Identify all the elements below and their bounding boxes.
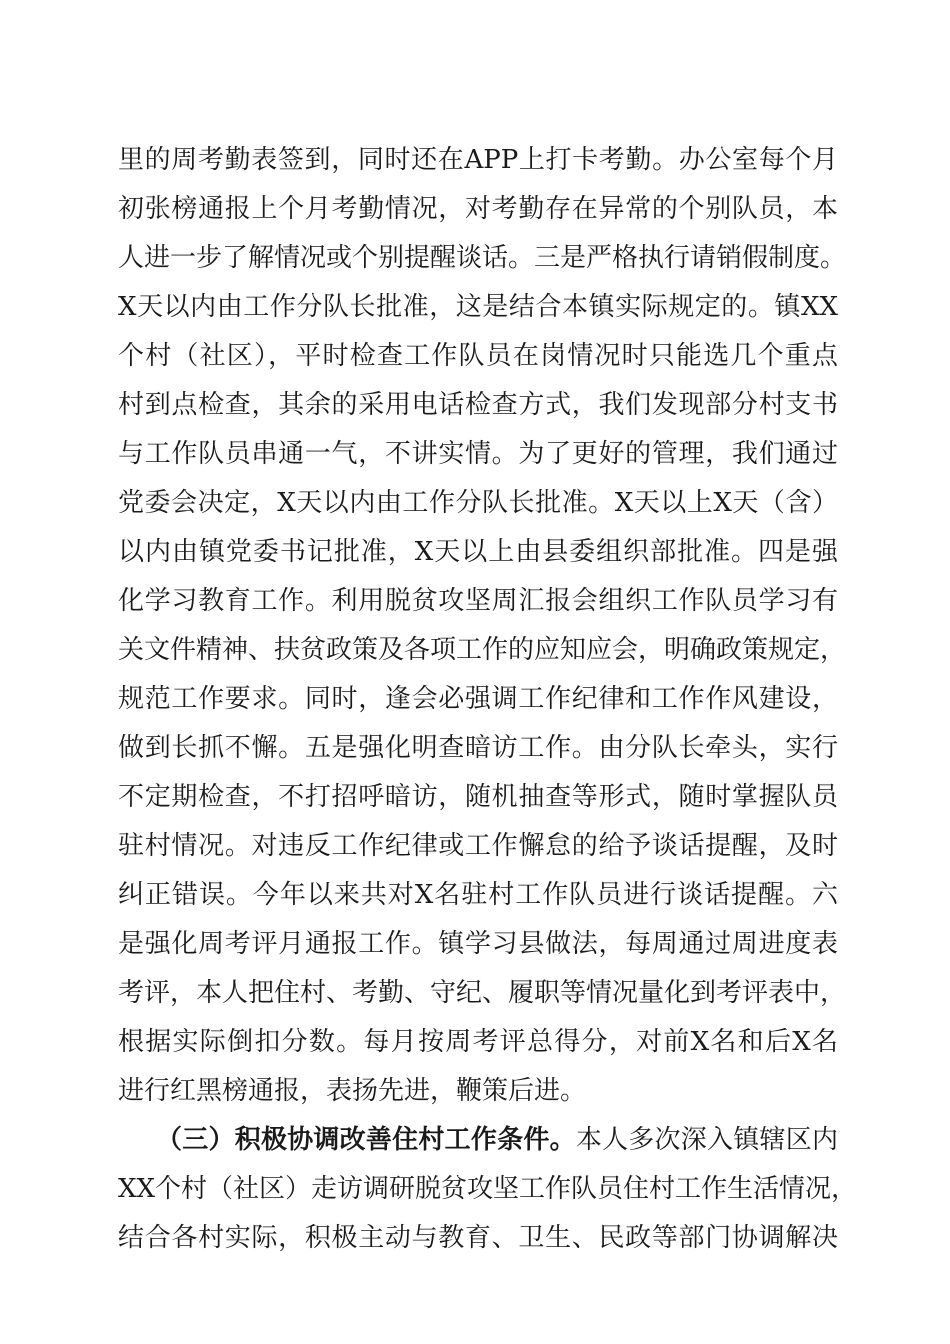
section-3-heading: （三）积极协调改善住村工作条件。: [156, 1125, 576, 1155]
text-line: 规范工作要求。同时，逢会必强调工作纪律和工作作风建设，: [118, 684, 838, 714]
text-line: 关文件精神、扶贫政策及各项工作的应知应会，明确政策规定，: [118, 635, 847, 665]
text-line: 里的周考勤表签到，同时还在APP上打卡考勤。办公室每个月: [118, 145, 838, 175]
section-3-first-line: [118, 1116, 838, 1165]
text-line: 化学习教育工作。利用脱贫攻坚周汇报会组织工作队员学习有: [118, 586, 838, 616]
section-3-first-text: 本人多次深入镇辖区内: [575, 1125, 838, 1155]
text-line: 考评，本人把住村、考勤、守纪、履职等情况量化到考评表中，: [118, 978, 847, 1008]
text-line: 做到长抓不懈。五是强化明查暗访工作。由分队长牵头，实行: [118, 733, 838, 763]
text-line: 进行红黑榜通报，表扬先进，鞭策后进。: [118, 1076, 587, 1106]
text-line: 根据实际倒扣分数。每月按周考评总得分，对前X名和后X名: [118, 1027, 838, 1057]
text-line: 人进一步了解情况或个别提醒谈话。三是严格执行请销假制度。: [118, 243, 847, 273]
text-line: 与工作队员串通一气，不讲实情。为了更好的管理，我们通过: [118, 439, 838, 469]
text-line: 以内由镇党委书记批准，X天以上由县委组织部批准。四是强: [118, 537, 838, 567]
text-line: X天以内由工作分队长批准，这是结合本镇实际规定的。镇XX: [118, 292, 838, 322]
text-line: 纠正错误。今年以来共对X名驻村工作队员进行谈话提醒。六: [118, 880, 838, 910]
text-line: 是强化周考评月通报工作。镇学习县做法，每周通过周进度表: [118, 929, 838, 959]
text-line: 党委会决定，X天以内由工作分队长批准。X天以上X天（含）: [118, 488, 838, 518]
text-line: 结合各村实际，积极主动与教育、卫生、民政等部门协调解决: [118, 1223, 838, 1253]
text-line: 村到点检查，其余的采用电话检查方式，我们发现部分村支书: [118, 390, 838, 420]
text-line: 个村（社区），平时检查工作队员在岗情况时只能选几个重点: [118, 341, 838, 371]
text-line: 初张榜通报上个月考勤情况，对考勤存在异常的个别队员，本: [118, 194, 838, 224]
text-line: XX个村（社区）走访调研脱贫攻坚工作队员住村工作生活情况，: [118, 1174, 858, 1204]
body-text: [118, 136, 858, 1263]
text-line: 驻村情况。对违反工作纪律或工作懈怠的给予谈话提醒，及时: [118, 831, 838, 861]
text-line: 不定期检查，不打招呼暗访，随机抽查等形式，随时掌握队员: [118, 782, 838, 812]
